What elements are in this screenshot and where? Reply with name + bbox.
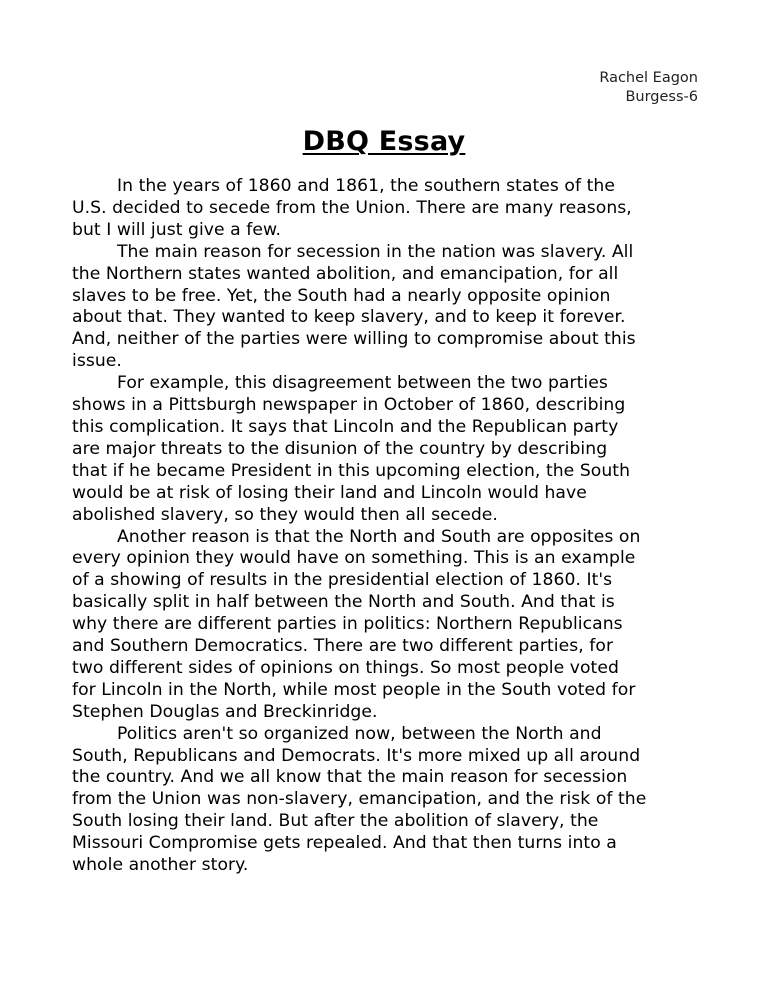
- paragraph-line: basically split in half between the North and South. And that is: [72, 592, 615, 613]
- paragraph-line: Another reason is that the North and South are opposites on: [117, 526, 641, 547]
- paragraph-4: [72, 527, 702, 724]
- essay-title: DBQ Essay: [302, 126, 466, 157]
- paragraph-line: the country. And we all know that the main reason for secession: [72, 767, 628, 788]
- paragraph-line: shows in a Pittsburgh newspaper in October of 1860, describing: [72, 395, 626, 416]
- paragraph-3: [72, 373, 702, 526]
- paragraph-line: and Southern Democratics. There are two different parties, for: [72, 636, 614, 657]
- paragraph-line: issue.: [72, 351, 122, 372]
- paragraph-line: And, neither of the parties were willing to compromise about this: [72, 329, 636, 350]
- class-period: Burgess-6: [625, 89, 698, 105]
- paragraph-line: Politics aren't so organized now, between the North and: [117, 723, 602, 744]
- paragraph-2: [72, 242, 702, 373]
- paragraph-line: whole another story.: [72, 855, 249, 876]
- paragraph-line: for Lincoln in the North, while most people in the South voted for: [72, 679, 636, 700]
- paragraph-line: this complication. It says that Lincoln and the Republican party: [72, 416, 619, 437]
- paragraph-line: from the Union was non-slavery, emancipation, and the risk of the: [72, 789, 647, 810]
- paragraph-line: every opinion they would have on something. This is an example: [72, 548, 636, 569]
- paragraph-line: the Northern states wanted abolition, and emancipation, for all: [72, 263, 619, 284]
- paragraph-line: why there are different parties in politics: Northern Republicans: [72, 614, 623, 635]
- paragraph-line: but I will just give a few.: [72, 219, 282, 240]
- paragraph-line: of a showing of results in the presidential election of 1860. It's: [72, 570, 613, 591]
- paragraph-line: Stephen Douglas and Breckinridge.: [72, 701, 378, 722]
- paragraph-line: that if he became President in this upcoming election, the South: [72, 460, 631, 481]
- essay-body: [72, 176, 702, 877]
- header-block: [599, 69, 698, 107]
- paragraph-line: South losing their land. But after the abolition of slavery, the: [72, 811, 599, 832]
- paragraph-line: South, Republicans and Democrats. It's more mixed up all around: [72, 745, 641, 766]
- paragraph-line: The main reason for secession in the nation was slavery. All: [117, 241, 634, 262]
- paragraph-line: slaves to be free. Yet, the South had a nearly opposite opinion: [72, 285, 611, 306]
- paragraph-line: would be at risk of losing their land and Lincoln would have: [72, 482, 587, 503]
- paragraph-line: Missouri Compromise gets repealed. And that then turns into a: [72, 833, 617, 854]
- paragraph-line: two different sides of opinions on things. So most people voted: [72, 657, 619, 678]
- paragraph-5: [72, 724, 702, 877]
- paragraph-1: [72, 176, 702, 242]
- paragraph-line: about that. They wanted to keep slavery, and to keep it forever.: [72, 307, 626, 328]
- paragraph-line: are major threats to the disunion of the country by describing: [72, 438, 608, 459]
- paragraph-line: abolished slavery, so they would then all secede.: [72, 504, 498, 525]
- paragraph-line: In the years of 1860 and 1861, the southern states of the: [117, 176, 615, 196]
- paragraph-line: U.S. decided to secede from the Union. There are many reasons,: [72, 197, 632, 218]
- paragraph-line: For example, this disagreement between the two parties: [117, 373, 608, 394]
- author-name: Rachel Eagon: [599, 70, 698, 86]
